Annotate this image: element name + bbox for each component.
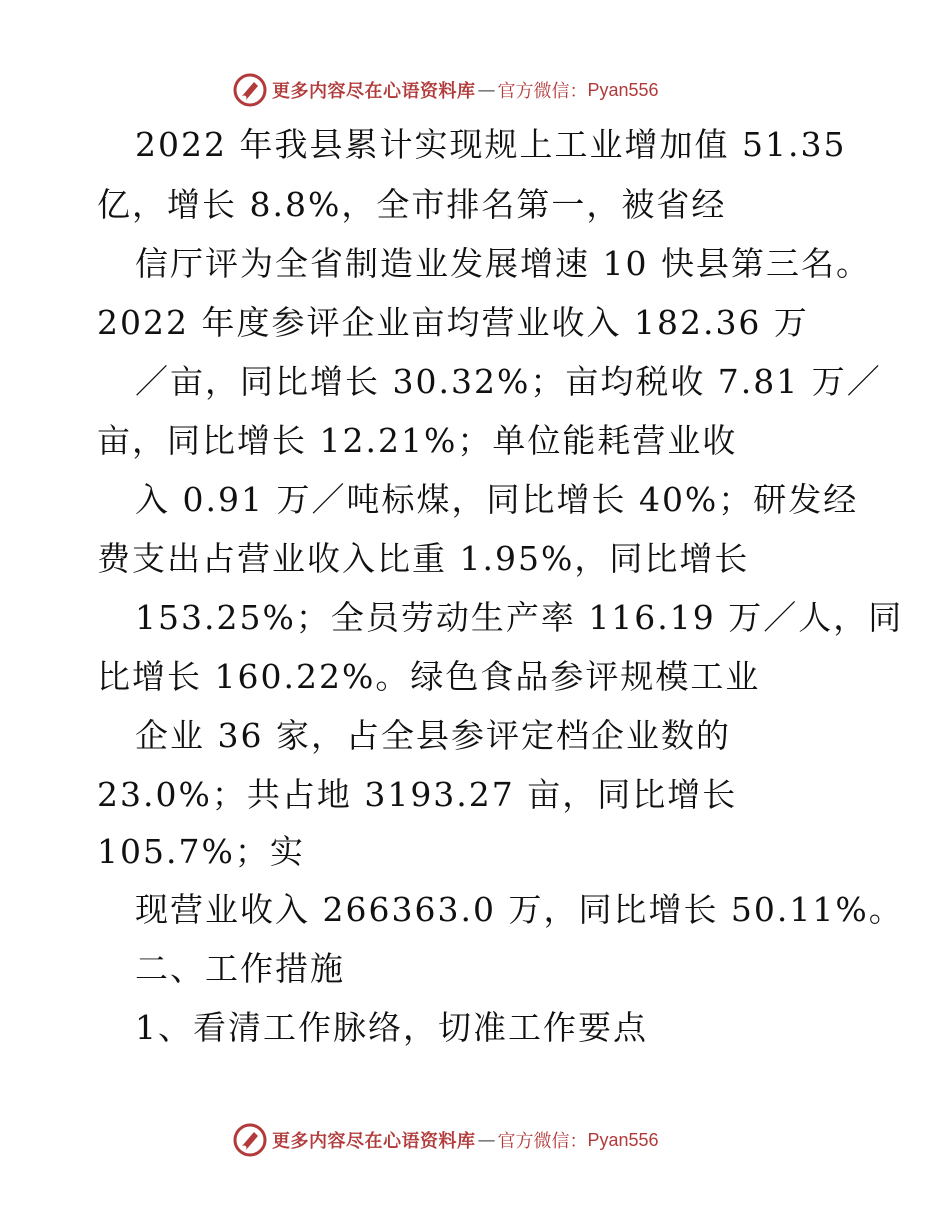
section-heading: 二、工作措施 bbox=[135, 949, 345, 988]
watermark-text: 更多内容尽在心语资料库 bbox=[272, 1131, 476, 1152]
body-line: 23.0%；共占地 3193.27 亩，同比增长 bbox=[97, 775, 738, 814]
body-line: 2022 年我县累计实现规上工业增加值 51.35 bbox=[135, 125, 847, 164]
body-line: 比增长 160.22%。绿色食品参评规模工业 bbox=[97, 657, 761, 696]
watermark-id: Pyan556 bbox=[587, 79, 659, 100]
watermark-label: 官方微信： bbox=[497, 81, 588, 102]
logo-icon bbox=[232, 1122, 268, 1158]
body-line: 亩，同比增长 12.21%；单位能耗营业收 bbox=[97, 421, 738, 460]
body-line: 105.7%；实 bbox=[97, 832, 305, 871]
subsection-heading: 1、看清工作脉络，切准工作要点 bbox=[135, 1008, 648, 1047]
watermark-separator: — bbox=[477, 1129, 496, 1151]
watermark-separator: — bbox=[477, 79, 496, 101]
watermark-text: 更多内容尽在心语资料库 bbox=[272, 81, 476, 102]
body-line: 入 0.91 万／吨标煤，同比增长 40%；研发经 bbox=[135, 480, 859, 519]
body-line: 企业 36 家，占全县参评定档企业数的 bbox=[135, 716, 731, 755]
body-line: 亿，增长 8.8%，全市排名第一，被省经 bbox=[97, 185, 727, 224]
body-line: 153.25%；全员劳动生产率 116.19 万／人，同 bbox=[135, 598, 904, 637]
body-line: ／亩，同比增长 30.32%；亩均税收 7.81 万／ bbox=[135, 362, 882, 401]
watermark-id: Pyan556 bbox=[587, 1129, 659, 1150]
body-line: 2022 年度参评企业亩均营业收入 182.36 万 bbox=[97, 303, 809, 342]
watermark-label: 官方微信： bbox=[497, 1131, 588, 1152]
body-line: 现营业收入 266363.0 万，同比增长 50.11%。 bbox=[135, 890, 904, 929]
footer-watermark bbox=[232, 1120, 659, 1160]
body-line: 费支出占营业收入比重 1.95%，同比增长 bbox=[97, 539, 750, 578]
body-line: 信厅评为全省制造业发展增速 10 快县第三名。 bbox=[135, 244, 871, 283]
